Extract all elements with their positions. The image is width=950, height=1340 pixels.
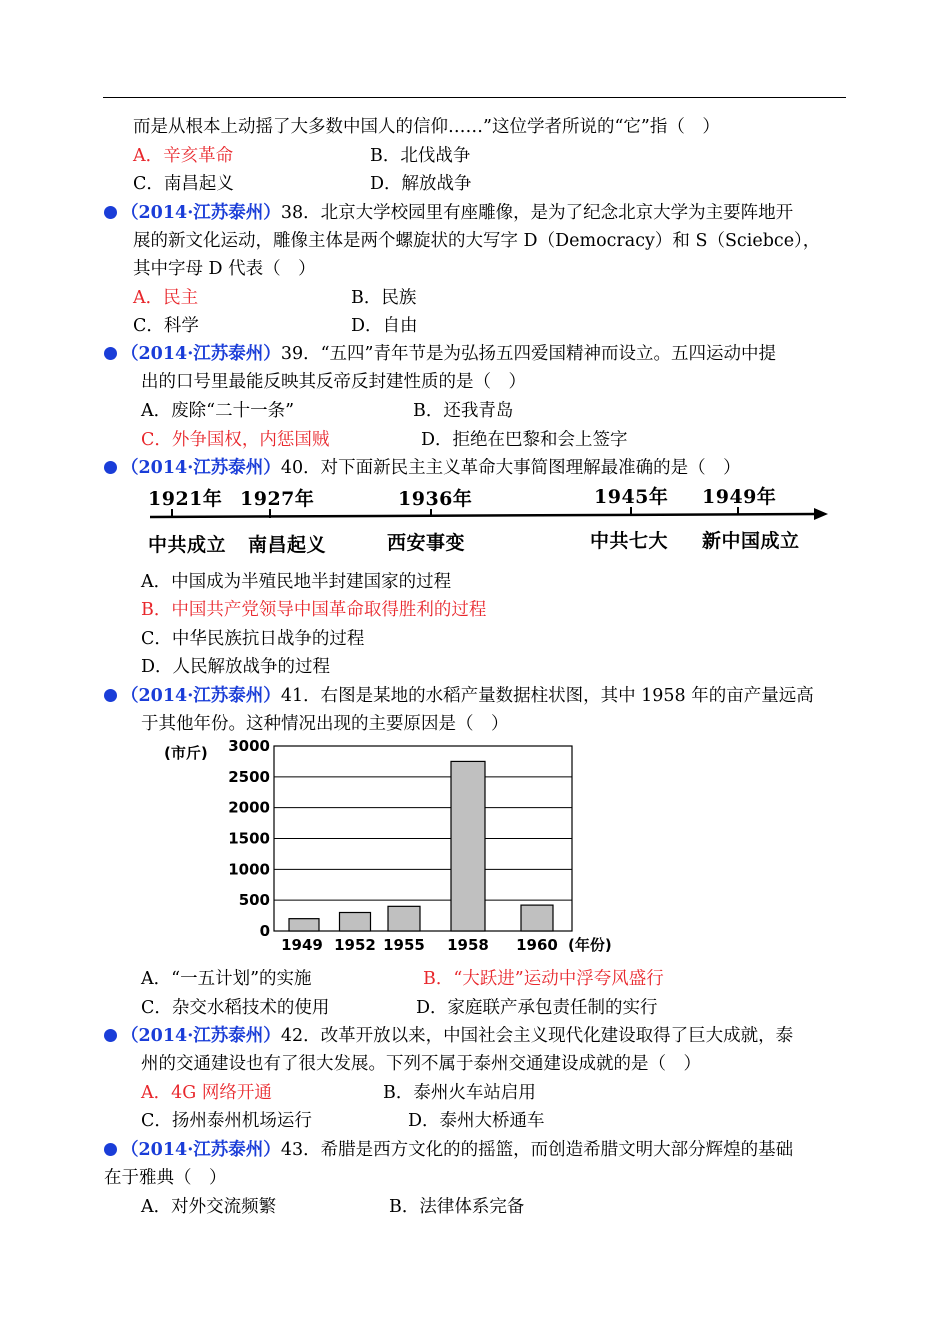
q38-option-c: C．科学 [133, 316, 199, 336]
q38-stem-text1: 38．北京大学校园里有座雕像，是为了纪念北京大学为主要阵地开 [280, 203, 794, 223]
x-tick-label: 1952 [334, 936, 376, 954]
q39-option-d: D．拒绝在巴黎和会上签字 [421, 430, 628, 450]
x-tick-label: 1949 [281, 936, 323, 954]
q43-stem-line2: 在于雅典（ ） [104, 1168, 227, 1188]
timeline-line [150, 514, 818, 517]
q37-option-a: A．辛亥革命 [133, 146, 234, 166]
q43-stem-text1: 43．希腊是西方文化的的摇篮，而创造希腊文明大部分辉煌的基础 [280, 1140, 794, 1160]
q39-source: （2014·江苏泰州） [121, 344, 281, 364]
q42-option-a: A．4G 网络开通 [141, 1083, 272, 1103]
q43-option-a: A．对外交流频繁 [141, 1197, 277, 1217]
q41-option-a: A．“一五计划”的实施 [141, 969, 312, 989]
x-tick-label: 1958 [447, 936, 489, 954]
q39-option-b: B．还我青岛 [413, 401, 514, 421]
q37-stem-tail: 而是从根本上动摇了大多数中国人的信仰……”这位学者所说的“它”指（ ） [133, 117, 720, 137]
bar-1960 [521, 905, 553, 931]
q42-option-c: C．扬州泰州机场运行 [141, 1111, 312, 1131]
timeline-event-1921: 中共成立 [148, 534, 227, 556]
q42-stem-line2: 州的交通建设也有了很大发展。下列不属于泰州交通建设成就的是（ ） [141, 1054, 701, 1074]
q41-stem-line1 [104, 684, 814, 708]
y-tick-label: 1500 [228, 829, 270, 848]
bar-1955 [388, 906, 420, 931]
q43-source: （2014·江苏泰州） [121, 1140, 281, 1160]
q39-option-a: A．废除“二十一条” [141, 401, 295, 421]
q41-stem-line2: 于其他年份。这种情况出现的主要原因是（ ） [141, 714, 509, 734]
q43-option-b: B．法律体系完备 [389, 1197, 525, 1217]
q42-stem-text1: 42．改革开放以来，中国社会主义现代化建设取得了巨大成就，泰 [280, 1026, 794, 1046]
timeline-event-1949: 新中国成立 [702, 530, 800, 552]
y-tick-label: 1000 [228, 860, 270, 879]
q39-option-c: C．外争国权，内惩国贼 [141, 430, 330, 450]
q39-stem-line2: 出的口号里最能反映其反帝反封建性质的是（ ） [141, 372, 526, 392]
q38-stem-line3: 其中字母 D 代表（ ） [133, 259, 316, 279]
y-tick-label: 500 [238, 891, 270, 910]
timeline-year-1927: 1927年 [240, 488, 315, 510]
timeline-event-1927: 南昌起义 [248, 534, 327, 556]
rice-yield-bar-chart [150, 738, 640, 963]
q40-source: （2014·江苏泰州） [121, 458, 281, 478]
q40-option-d: D．人民解放战争的过程 [141, 657, 331, 677]
bullet-dot-icon [104, 1029, 117, 1042]
x-tick-label: 1960 [516, 936, 558, 954]
bar-1952 [340, 913, 371, 932]
q37-option-c: C．南昌起义 [133, 174, 234, 194]
q41-option-d: D．家庭联产承包责任制的实行 [416, 998, 658, 1018]
q42-option-b: B．泰州火车站启用 [383, 1083, 536, 1103]
timeline-event-1936: 西安事变 [387, 532, 466, 554]
timeline-year-1936: 1936年 [398, 488, 473, 510]
timeline-axis [0, 0, 950, 560]
q41-option-c: C．杂交水稻技术的使用 [141, 998, 330, 1018]
timeline-year-1945: 1945年 [594, 486, 669, 508]
q40-option-b: B．中国共产党领导中国革命取得胜利的过程 [141, 600, 487, 620]
q43-stem-line1 [104, 1138, 793, 1162]
q42-option-d: D．泰州大桥通车 [408, 1111, 545, 1131]
q42-stem-line1 [104, 1024, 793, 1048]
y-tick-label: 2500 [228, 767, 270, 786]
q41-option-b: B．“大跃进”运动中浮夸风盛行 [423, 969, 664, 989]
q38-source: （2014·江苏泰州） [121, 203, 281, 223]
q41-source: （2014·江苏泰州） [121, 686, 281, 706]
y-tick-label: 3000 [228, 738, 270, 755]
q37-option-b: B．北伐战争 [370, 146, 471, 166]
bullet-dot-icon [104, 1143, 117, 1156]
timeline-arrow-icon [814, 508, 828, 520]
bar-1958 [451, 761, 485, 931]
bar-1949 [289, 919, 319, 931]
q37-option-d: D．解放战争 [370, 174, 472, 194]
timeline-year-1949: 1949年 [702, 486, 777, 508]
q40-stem-text1: 40．对下面新民主主义革命大事简图理解最准确的是（ ） [280, 458, 741, 478]
q39-stem-text1: 39．“五四”青年节是为弘扬五四爱国精神而设立。五四运动中提 [280, 344, 776, 364]
q40-option-a: A．中国成为半殖民地半封建国家的过程 [141, 572, 452, 592]
x-tick-label: 1955 [383, 936, 425, 954]
q38-stem-line2: 展的新文化运动，雕像主体是两个螺旋状的大写字 D（Democracy）和 S（Sciebce）， [133, 231, 821, 251]
q38-option-d: D．自由 [351, 316, 418, 336]
bullet-dot-icon [104, 689, 117, 702]
q42-source: （2014·江苏泰州） [121, 1026, 281, 1046]
x-axis-label: (年份) [568, 936, 612, 954]
q40-option-c: C．中华民族抗日战争的过程 [141, 629, 365, 649]
y-tick-label: 2000 [228, 798, 270, 817]
timeline-event-1945: 中共七大 [590, 530, 669, 552]
q41-stem-text1: 41．右图是某地的水稻产量数据柱状图，其中 1958 年的亩产量远高 [280, 686, 814, 706]
timeline-year-1921: 1921年 [148, 488, 223, 510]
y-tick-label: 0 [259, 922, 270, 940]
q38-option-b: B．民族 [351, 288, 417, 308]
q38-option-a: A．民主 [133, 288, 199, 308]
y-axis-label: (市斤) [164, 744, 208, 762]
